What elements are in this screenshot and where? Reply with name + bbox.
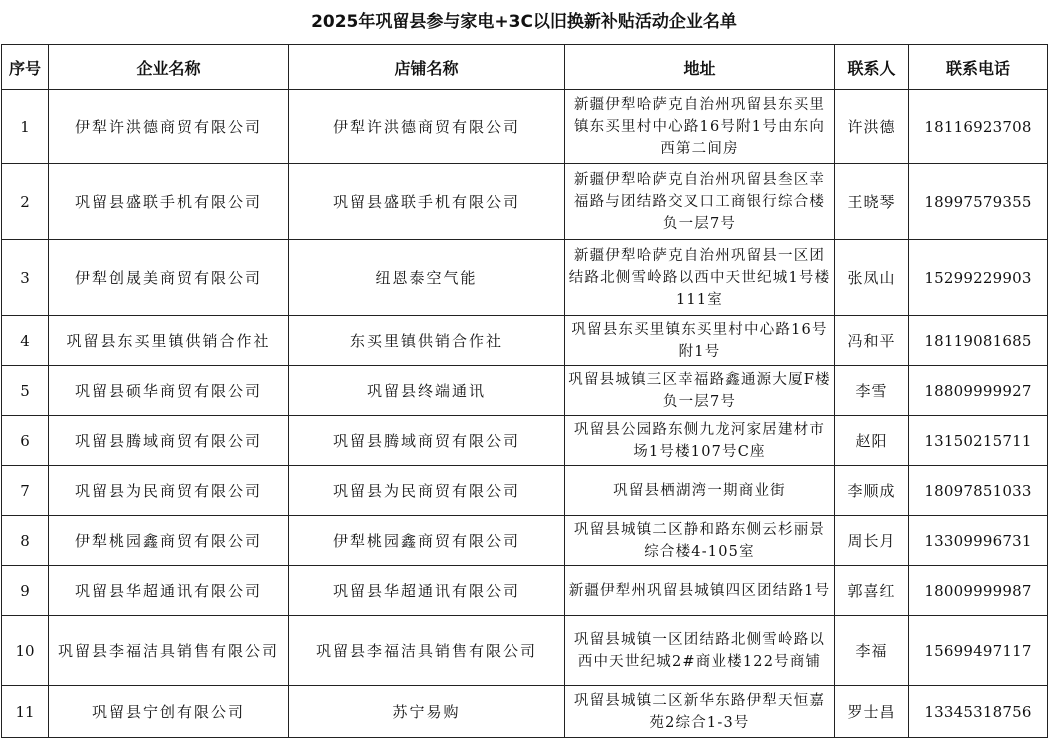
cell-phone: 18097851033 (909, 466, 1048, 516)
cell-company: 伊犁桃园鑫商贸有限公司 (49, 516, 289, 566)
table-header-row (2, 45, 1048, 90)
cell-address: 巩留县城镇一区团结路北侧雪岭路以西中天世纪城2#商业楼122号商铺 (565, 616, 835, 686)
cell-index: 8 (2, 516, 49, 566)
header-contact: 联系人 (835, 45, 909, 90)
cell-contact: 张凤山 (835, 240, 909, 316)
cell-contact: 李雪 (835, 366, 909, 416)
header-address: 地址 (565, 45, 835, 90)
cell-phone: 13345318756 (909, 686, 1048, 738)
cell-phone: 15699497117 (909, 616, 1048, 686)
cell-phone: 15299229903 (909, 240, 1048, 316)
header-company: 企业名称 (49, 45, 289, 90)
cell-contact: 周长月 (835, 516, 909, 566)
cell-store: 纽恩泰空气能 (289, 240, 565, 316)
cell-address: 新疆伊犁哈萨克自治州巩留县叁区幸福路与团结路交叉口工商银行综合楼负一层7号 (565, 164, 835, 240)
cell-contact: 王晓琴 (835, 164, 909, 240)
cell-store: 苏宁易购 (289, 686, 565, 738)
cell-address: 巩留县东买里镇东买里村中心路16号附1号 (565, 316, 835, 366)
table-row (2, 566, 1048, 616)
cell-address: 新疆伊犁州巩留县城镇四区团结路1号 (565, 566, 835, 616)
cell-store: 巩留县华超通讯有限公司 (289, 566, 565, 616)
cell-contact: 冯和平 (835, 316, 909, 366)
cell-phone: 18116923708 (909, 90, 1048, 164)
cell-store: 伊犁许洪德商贸有限公司 (289, 90, 565, 164)
table-row (2, 90, 1048, 164)
cell-store: 巩留县李福洁具销售有限公司 (289, 616, 565, 686)
table-row (2, 466, 1048, 516)
cell-store: 东买里镇供销合作社 (289, 316, 565, 366)
cell-company: 巩留县盛联手机有限公司 (49, 164, 289, 240)
cell-company: 巩留县东买里镇供销合作社 (49, 316, 289, 366)
table-row (2, 366, 1048, 416)
cell-company: 巩留县为民商贸有限公司 (49, 466, 289, 516)
cell-index: 9 (2, 566, 49, 616)
cell-index: 2 (2, 164, 49, 240)
table-row (2, 240, 1048, 316)
cell-phone: 18119081685 (909, 316, 1048, 366)
cell-phone: 18009999987 (909, 566, 1048, 616)
cell-company: 伊犁许洪德商贸有限公司 (49, 90, 289, 164)
table-row (2, 686, 1048, 738)
company-table (1, 44, 1048, 738)
cell-store: 巩留县腾域商贸有限公司 (289, 416, 565, 466)
cell-phone: 13150215711 (909, 416, 1048, 466)
cell-contact: 赵阳 (835, 416, 909, 466)
cell-address: 巩留县城镇二区静和路东侧云杉丽景综合楼4-105室 (565, 516, 835, 566)
cell-address: 新疆伊犁哈萨克自治州巩留县东买里镇东买里村中心路16号附1号由东向西第二间房 (565, 90, 835, 164)
header-store: 店铺名称 (289, 45, 565, 90)
cell-address: 巩留县公园路东侧九龙河家居建材市场1号楼107号C座 (565, 416, 835, 466)
document-title: 2025年巩留县参与家电+3C以旧换新补贴活动企业名单 (311, 12, 737, 32)
header-phone: 联系电话 (909, 45, 1048, 90)
cell-contact: 郭喜红 (835, 566, 909, 616)
cell-company: 巩留县李福洁具销售有限公司 (49, 616, 289, 686)
table-row (2, 416, 1048, 466)
cell-phone: 18997579355 (909, 164, 1048, 240)
cell-phone: 13309996731 (909, 516, 1048, 566)
table-row (2, 164, 1048, 240)
table-row (2, 516, 1048, 566)
cell-store: 伊犁桃园鑫商贸有限公司 (289, 516, 565, 566)
cell-store: 巩留县终端通讯 (289, 366, 565, 416)
table-row (2, 616, 1048, 686)
cell-index: 4 (2, 316, 49, 366)
header-index: 序号 (2, 45, 49, 90)
cell-index: 1 (2, 90, 49, 164)
cell-address: 巩留县城镇二区新华东路伊犁天恒嘉苑2综合1-3号 (565, 686, 835, 738)
cell-address: 巩留县城镇三区幸福路鑫通源大厦F楼负一层7号 (565, 366, 835, 416)
cell-index: 3 (2, 240, 49, 316)
cell-contact: 许洪德 (835, 90, 909, 164)
cell-address: 巩留县栖湖湾一期商业街 (565, 466, 835, 516)
cell-company: 巩留县腾域商贸有限公司 (49, 416, 289, 466)
cell-company: 巩留县宁创有限公司 (49, 686, 289, 738)
cell-store: 巩留县盛联手机有限公司 (289, 164, 565, 240)
cell-index: 7 (2, 466, 49, 516)
cell-company: 伊犁创晟美商贸有限公司 (49, 240, 289, 316)
cell-index: 10 (2, 616, 49, 686)
cell-company: 巩留县华超通讯有限公司 (49, 566, 289, 616)
cell-store: 巩留县为民商贸有限公司 (289, 466, 565, 516)
cell-contact: 李福 (835, 616, 909, 686)
cell-contact: 李顺成 (835, 466, 909, 516)
cell-index: 11 (2, 686, 49, 738)
cell-index: 6 (2, 416, 49, 466)
cell-phone: 18809999927 (909, 366, 1048, 416)
cell-address: 新疆伊犁哈萨克自治州巩留县一区团结路北侧雪岭路以西中天世纪城1号楼111室 (565, 240, 835, 316)
cell-company: 巩留县硕华商贸有限公司 (49, 366, 289, 416)
cell-contact: 罗士昌 (835, 686, 909, 738)
table-row (2, 316, 1048, 366)
cell-index: 5 (2, 366, 49, 416)
